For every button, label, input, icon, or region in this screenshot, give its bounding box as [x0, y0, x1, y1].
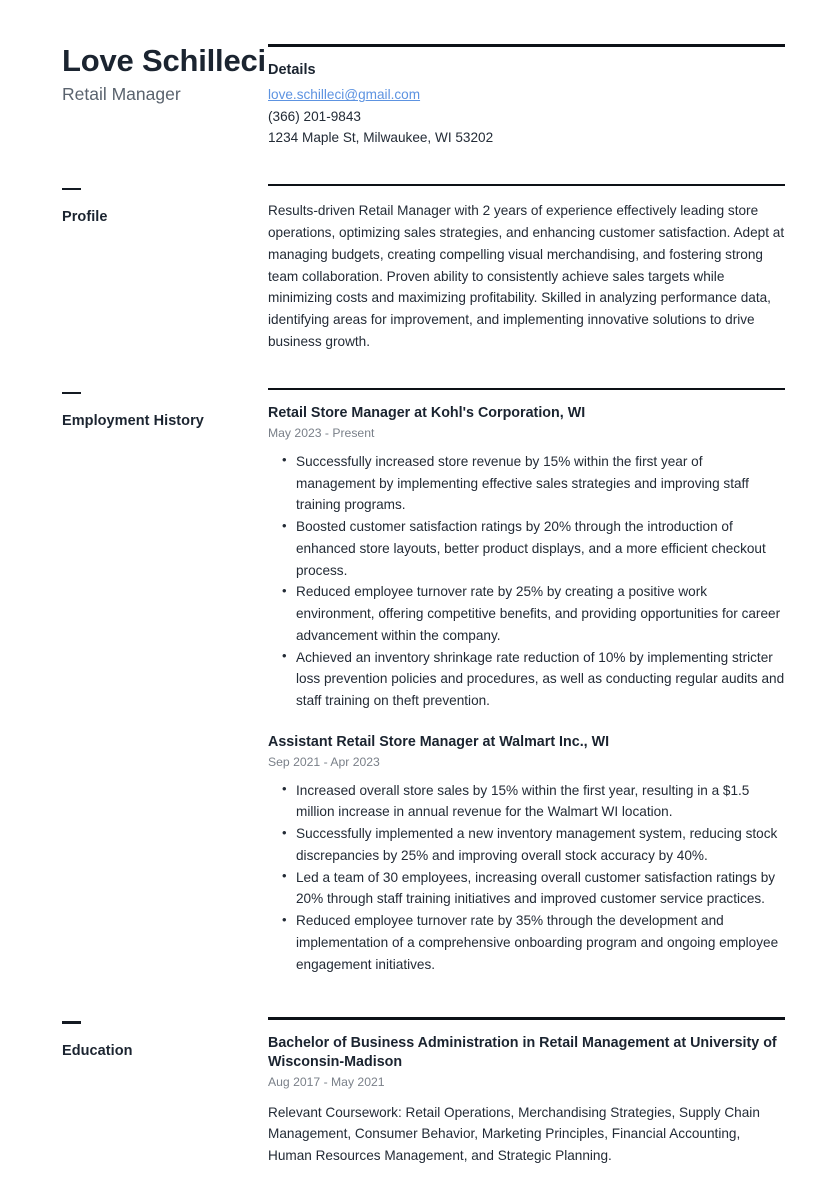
profile-section	[0, 184, 833, 353]
details-heading: Details	[268, 61, 316, 78]
profile-summary-text: Results-driven Retail Manager with 2 years of experience effectively leading store operations, optimizing sales strategies, and enhancing customer satisfaction. Adept at managing budgets, creating compelling visual merchandising, and fostering strong team collaboration. Proven ability to consistently achieve sales targets while minimizing costs and maximizing profitability. Skilled in analyzing performance data, identifying areas for improvement, and implementing innovative solutions to drive business growth.	[268, 203, 785, 349]
education-entry	[268, 1034, 785, 1167]
education-label-block	[0, 1017, 268, 1060]
list-item: • Reduced employee turnover rate by 35% through the development and implementation of a comprehensive onboarding program and ongoing employee engagement initiatives.	[268, 910, 785, 975]
education-content	[268, 1017, 833, 1167]
list-item: • Increased overall store sales by 15% within the first year, resulting in a $1.5 million increase in annual revenue for the Walmart WI location.	[268, 780, 785, 824]
section-dash-icon	[62, 392, 81, 394]
candidate-job-title: Retail Manager	[62, 83, 181, 104]
profile-label-block	[0, 184, 268, 227]
list-item: • Successfully implemented a new inventory management system, reducing stock discrepancies by 25% and improving overall stock accuracy by 40%.	[268, 823, 785, 867]
header-identity	[0, 44, 268, 105]
section-divider-employment	[268, 388, 785, 391]
section-dash-icon	[62, 1021, 81, 1023]
employment-section	[0, 388, 833, 976]
employment-entry-date: May 2023 - Present	[268, 426, 375, 441]
section-divider-education	[268, 1017, 785, 1020]
education-entry-date: Aug 2017 - May 2021	[268, 1075, 385, 1089]
header-section	[0, 44, 833, 149]
education-section	[0, 1017, 833, 1167]
section-divider-profile	[268, 184, 785, 187]
profile-content	[268, 184, 833, 353]
list-item: • Achieved an inventory shrinkage rate reduction of 10% by implementing stricter loss prevention policies and procedures, as well as conducting regular audits and staff training on theft prevention.	[268, 647, 785, 712]
sidebar-label-employment-history: Employment History	[62, 413, 204, 430]
candidate-name: Love Schilleci	[62, 43, 266, 78]
employment-entry-title: Assistant Retail Store Manager at Walmart Inc., WI	[268, 733, 610, 750]
details-phone: (366) 201-9843	[268, 108, 361, 124]
list-item: • Successfully increased store revenue by 15% within the first year of management by implementing effective sales strategies and improving staff training programs.	[268, 451, 785, 516]
employment-entry-date: Sep 2021 - Apr 2023	[268, 754, 380, 769]
email-link[interactable]: love.schilleci@gmail.com	[268, 87, 421, 103]
details-address: 1234 Maple St, Milwaukee, WI 53202	[268, 130, 494, 146]
employment-entry	[268, 404, 785, 712]
list-item: • Led a team of 30 employees, increasing overall customer satisfaction ratings by 20% through staff training initiatives and improved customer service practices.	[268, 867, 785, 911]
sidebar-label-education: Education	[62, 1042, 133, 1059]
education-entry-title: Bachelor of Business Administration in Retail Management at University of Wisconsin-Madison	[268, 1035, 777, 1070]
section-dash-icon	[62, 188, 81, 190]
employment-entry	[268, 733, 785, 975]
employment-label-block	[0, 388, 268, 431]
employment-content	[268, 388, 833, 976]
sidebar-label-profile: Profile	[62, 209, 108, 226]
list-item: • Reduced employee turnover rate by 25% by creating a positive work environment, offering competitive benefits, and providing opportunities for career advancement within the company.	[268, 581, 785, 646]
details-email-row	[268, 84, 785, 105]
employment-entry-bullets	[268, 780, 785, 976]
details-section	[268, 44, 833, 149]
education-entry-coursework: Relevant Coursework: Retail Operations, Merchandising Strategies, Supply Chain Management, Consumer Behavior, Marketing Principles, Financial Accounting, Human Resources Management, and Strategic Planning.	[268, 1104, 760, 1164]
list-item: • Boosted customer satisfaction ratings by 20% through the introduction of enhanced store layouts, better product displays, and a more efficient checkout process.	[268, 516, 785, 581]
employment-entry-bullets	[268, 451, 785, 712]
section-divider-details	[268, 44, 785, 47]
employment-entry-title: Retail Store Manager at Kohl's Corporation, WI	[268, 405, 586, 422]
